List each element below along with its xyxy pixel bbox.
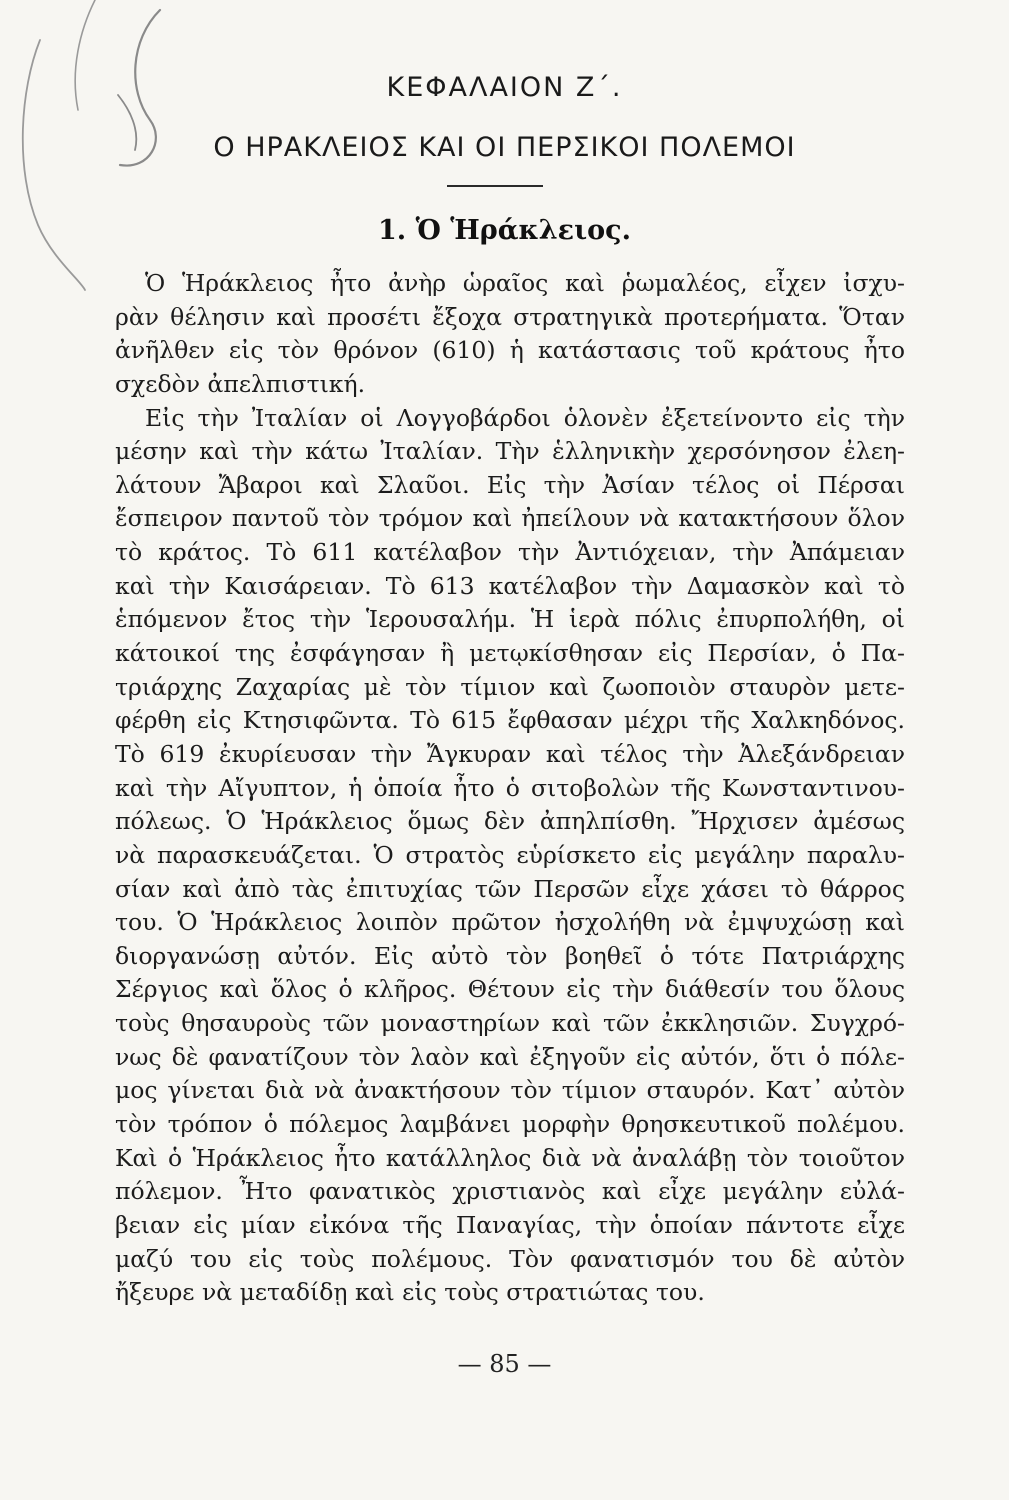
text-line: Εἰς τὴν Ἰταλίαν οἱ Λογγοβάρδοι ὁλονὲν ἐξετείνοντο εἰς τὴν [145,403,905,432]
text-line: καὶ τὴν Καισάρειαν. Τὸ 613 κατέλαβον τὴν Δαμασκὸν καὶ τὸ [115,571,905,600]
text-line: Σέργιος καὶ ὅλος ὁ κλῆρος. Θέτουν εἰς τὴν διάθεσίν του ὅλους [115,975,905,1004]
text-line: λάτουν Ἄβαροι καὶ Σλαῦοι. Εἰς τὴν Ἀσίαν τέλος οἱ Πέρσαι [115,470,905,499]
page-number: — 85 — [457,1350,552,1378]
chapter-label: ΚΕΦΑΛΑΙΟΝ Ζ΄. [386,72,623,103]
text-line: διοργανώσῃ αὐτόν. Εἰς αὐτὸ τὸν βοηθεῖ ὁ τότε Πατριάρχης [115,941,905,970]
text-line: Τὸ 619 ἐκυρίευσαν τὴν Ἄγκυραν καὶ τέλος τὴν Ἀλεξάνδρειαν [115,739,905,768]
text-line: του. Ὁ Ἡράκλειος λοιπὸν πρῶτον ἠσχολήθη νὰ ἐμψυχώσῃ καὶ [115,908,905,937]
text-line: Καὶ ὁ Ἡράκλειος ἦτο κατάλληλος διὰ νὰ ἀναλάβῃ τὸν τοιοῦτον [115,1143,905,1172]
text-line: νὰ παρασκευάζεται. Ὁ στρατὸς εὑρίσκετο εἰς μεγάλην παραλυ- [115,840,905,869]
body-text [115,267,905,1310]
text-line: ἔσπειρον παντοῦ τὸν τρόμον καὶ ἠπείλουν νὰ κατακτήσουν ὅλον [115,504,905,533]
text-line: σχεδὸν ἀπελπιστική. [115,369,366,398]
text-line: ἤξευρε νὰ μεταδίδῃ καὶ εἰς τοὺς στρατιώτας του. [115,1278,705,1307]
text-line: ἑπόμενον ἔτος τὴν Ἱερουσαλήμ. Ἡ ἱερὰ πόλις ἐπυρπολήθη, οἱ [115,605,905,634]
text-line: ἀνῆλθεν εἰς τὸν θρόνον (610) ἡ κατάστασις τοῦ κράτους ἦτο [115,336,905,365]
text-line: καὶ τὴν Αἴγυπτον, ἡ ὁποία ἦτο ὁ σιτοβολὼν τῆς Κωνσταντινου- [115,773,905,802]
text-line: μαζύ του εἰς τοὺς πολέμους. Τὸν φανατισμόν του δὲ αὐτὸν [115,1244,905,1273]
section-title: 1. Ὁ Ἡράκλειος. [378,215,631,246]
text-line: τὸν τρόπον ὁ πόλεμος λαμβάνει μορφὴν θρησκευτικοῦ πολέμου. [115,1110,905,1139]
text-line: μος γίνεται διὰ νὰ ἀνακτήσουν τὸν τίμιον σταυρόν. Κατ᾽ αὐτὸν [115,1076,905,1105]
text-line: βειαν εἰς μίαν εἰκόνα τῆς Παναγίας, τὴν ὁποίαν πάντοτε εἶχε [115,1210,905,1239]
text-line: πόλεως. Ὁ Ἡράκλειος ὅμως δὲν ἀπηλπίσθη. Ἤρχισεν ἀμέσως [115,807,905,836]
text-line: τὸ κράτος. Τὸ 611 κατέλαβον τὴν Ἀντιόχειαν, τὴν Ἀπάμειαν [115,538,905,567]
text-line: πόλεμον. Ἦτο φανατικὸς χριστιανὸς καὶ εἶχε μεγάλην εὐλά- [115,1177,905,1206]
text-line: Ὁ Ἡράκλειος ἦτο ἀνὴρ ὡραῖος καὶ ῥωμαλέος, εἶχεν ἰσχυ- [145,269,905,297]
text-line: κάτοικοί της ἐσφάγησαν ἢ μετῳκίσθησαν εἰς Περσίαν, ὁ Πα- [115,639,905,668]
text-line: νως δὲ φανατίζουν τὸν λαὸν καὶ ἐξηγοῦν εἰς αὐτόν, ὅτι ὁ πόλε- [115,1042,905,1071]
text-line: σίαν καὶ ἀπὸ τὰς ἐπιτυχίας τῶν Περσῶν εἶχε χάσει τὸ θάρρος [115,874,905,903]
text-line: φέρθη εἰς Κτησιφῶντα. Τὸ 615 ἔφθασαν μέχρι τῆς Χαλκηδόνος. [115,706,905,735]
chapter-title: Ο ΗΡΑΚΛΕΙΟΣ ΚΑΙ ΟΙ ΠΕΡΣΙΚΟΙ ΠΟΛΕΜΟΙ [213,132,796,163]
title-divider [447,185,543,187]
text-line: ρὰν θέλησιν καὶ προσέτι ἔξοχα στρατηγικὰ προτερήματα. Ὅταν [115,302,905,331]
text-line: τοὺς θησαυροὺς τῶν μοναστηρίων καὶ τῶν ἐκκλησιῶν. Συγχρό- [115,1009,905,1038]
text-line: μέσην καὶ τὴν κάτω Ἰταλίαν. Τὴν ἑλληνικὴν χερσόνησον ἐλεη- [115,437,905,466]
text-line: τριάρχης Ζαχαρίας μὲ τὸν τίμιον καὶ ζωοποιὸν σταυρὸν μετε- [115,672,905,701]
